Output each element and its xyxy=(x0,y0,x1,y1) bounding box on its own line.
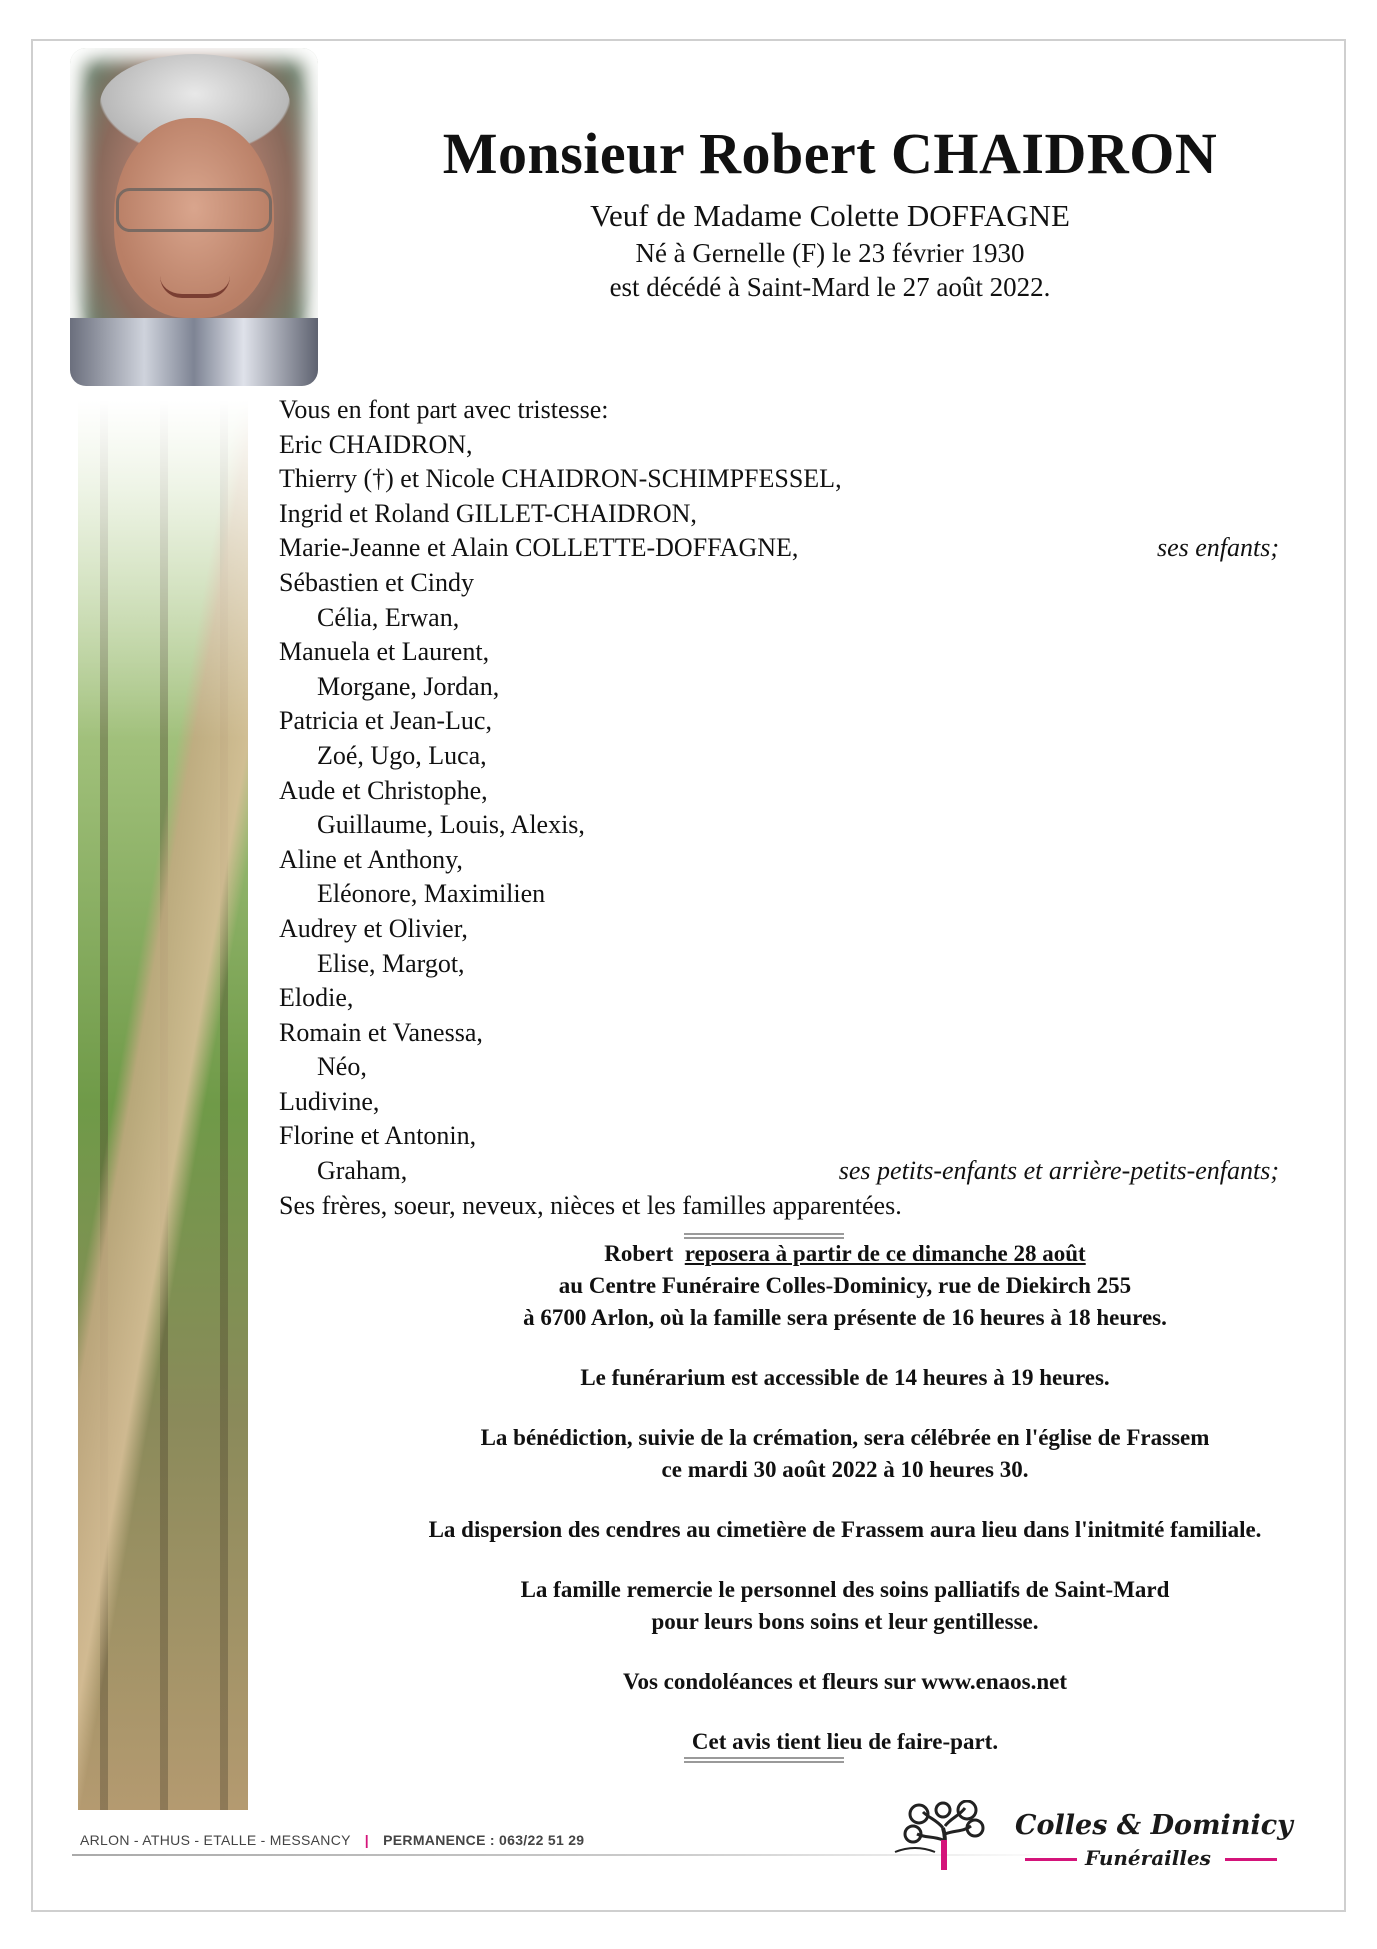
family-line xyxy=(279,393,1279,428)
family-member-text: Elise, Margot, xyxy=(317,948,465,978)
funerarium-access: Le funérarium est accessible de 14 heures à 19 heures. xyxy=(580,1365,1110,1390)
family-member-text: Célia, Erwan, xyxy=(317,602,460,632)
deceased-name: Monsieur Robert CHAIDRON xyxy=(442,121,1218,186)
portrait-photo xyxy=(70,48,318,386)
brand-subtitle: Funérailles xyxy=(1085,1846,1211,1870)
family-line xyxy=(279,1016,1279,1051)
rest-family-presence: à 6700 Arlon, où la famille sera présente de 16 heures à 18 heures. xyxy=(523,1305,1167,1330)
ceremony-line-1: La bénédiction, suivie de la crémation, sera célébrée en l'église de Frassem xyxy=(480,1425,1210,1450)
funeral-notice xyxy=(270,1238,1377,1758)
family-member-text: Zoé, Ugo, Luca, xyxy=(317,740,487,770)
family-role-label: ses enfants; xyxy=(1156,533,1279,563)
footer-separator: | xyxy=(364,1832,369,1848)
family-member-text: Romain et Vanessa, xyxy=(279,1017,483,1047)
family-line xyxy=(279,566,1279,601)
closing-line: Cet avis tient lieu de faire-part. xyxy=(691,1729,999,1754)
footer-permanence: PERMANENCE : 063/22 51 29 xyxy=(383,1832,585,1848)
thanks-line-1: La famille remercie le personnel des soins palliatifs de Saint-Mard xyxy=(520,1577,1170,1602)
rest-location: au Centre Funéraire Colles-Dominicy, rue de Diekirch 255 xyxy=(558,1273,1132,1298)
family-member-text: Néo, xyxy=(317,1052,367,1082)
family-member-text: Eléonore, Maximilien xyxy=(317,879,546,909)
family-line xyxy=(279,635,1279,670)
birth-info: Né à Gernelle (F) le 23 février 1930 xyxy=(635,238,1025,268)
family-line xyxy=(279,601,1279,636)
family-line xyxy=(279,808,1279,843)
family-line xyxy=(279,877,1279,912)
family-line xyxy=(279,912,1279,947)
brand-name: Colles & Dominicy xyxy=(1015,1810,1293,1841)
family-line xyxy=(279,497,1279,532)
family-line xyxy=(279,739,1279,774)
family-member-text: Thierry (†) et Nicole CHAIDRON-SCHIMPFESSEL, xyxy=(279,464,842,494)
family-member-text: Patricia et Jean-Luc, xyxy=(279,706,492,736)
family-member-text: Aude et Christophe, xyxy=(279,775,488,805)
condolences-link[interactable]: Vos condoléances et fleurs sur www.enaos.net xyxy=(622,1669,1068,1694)
family-line xyxy=(279,843,1279,878)
family-line xyxy=(279,947,1279,982)
forest-path-image xyxy=(78,400,248,1810)
family-line xyxy=(279,1189,1279,1224)
family-line xyxy=(279,1154,1279,1189)
family-line xyxy=(279,462,1279,497)
family-member-text: Vous en font part avec tristesse: xyxy=(279,395,609,424)
family-member-text: Florine et Antonin, xyxy=(279,1121,477,1151)
ashes-dispersion: La dispersion des cendres au cimetière de Frassem aura lieu dans l'initmité familiale. xyxy=(428,1517,1262,1542)
family-member-text: Marie-Jeanne et Alain COLLETTE-DOFFAGNE, xyxy=(279,533,799,563)
family-line xyxy=(279,1085,1279,1120)
footer-contact xyxy=(80,1832,584,1848)
family-member-text: Ses frères, soeur, neveux, nièces et les familles apparentées. xyxy=(279,1190,902,1220)
family-line xyxy=(279,428,1279,463)
family-role-label: ses petits-enfants et arrière-petits-enfants; xyxy=(838,1156,1279,1186)
widower-of: Veuf de Madame Colette DOFFAGNE xyxy=(590,198,1070,233)
thanks-line-2: pour leurs bons soins et leur gentillesse. xyxy=(651,1609,1039,1634)
announcement-header xyxy=(330,118,1330,304)
family-line xyxy=(279,981,1279,1016)
family-member-text: Aline et Anthony, xyxy=(279,844,463,874)
family-member-text: Elodie, xyxy=(279,983,354,1013)
family-list xyxy=(279,393,1279,1223)
family-member-text: Manuela et Laurent, xyxy=(279,637,490,667)
family-member-text: Ludivine, xyxy=(279,1086,380,1116)
footer-locations: ARLON - ATHUS - ETALLE - MESSANCY xyxy=(80,1832,351,1848)
family-line xyxy=(279,531,1279,566)
family-line xyxy=(279,774,1279,809)
tree-logo-icon xyxy=(885,1800,1005,1870)
family-line xyxy=(279,704,1279,739)
family-line xyxy=(279,1050,1279,1085)
divider-bottom xyxy=(684,1757,844,1763)
ceremony-line-2: ce mardi 30 août 2022 à 10 heures 30. xyxy=(661,1457,1029,1482)
family-member-text: Ingrid et Roland GILLET-CHAIDRON, xyxy=(279,498,697,528)
death-info: est décédé à Saint-Mard le 27 août 2022. xyxy=(609,272,1051,302)
funeral-home-logo xyxy=(885,1800,1305,1870)
family-member-text: Sébastien et Cindy xyxy=(279,567,474,597)
family-line xyxy=(279,670,1279,705)
family-member-text: Guillaume, Louis, Alexis, xyxy=(317,810,585,840)
rest-line: Robert reposera à partir de ce dimanche 28 août xyxy=(604,1241,1086,1266)
family-member-text: Audrey et Olivier, xyxy=(279,913,468,943)
family-member-text: Graham, xyxy=(317,1156,408,1186)
family-line xyxy=(279,1119,1279,1154)
family-member-text: Morgane, Jordan, xyxy=(317,671,500,701)
family-member-text: Eric CHAIDRON, xyxy=(279,429,473,459)
